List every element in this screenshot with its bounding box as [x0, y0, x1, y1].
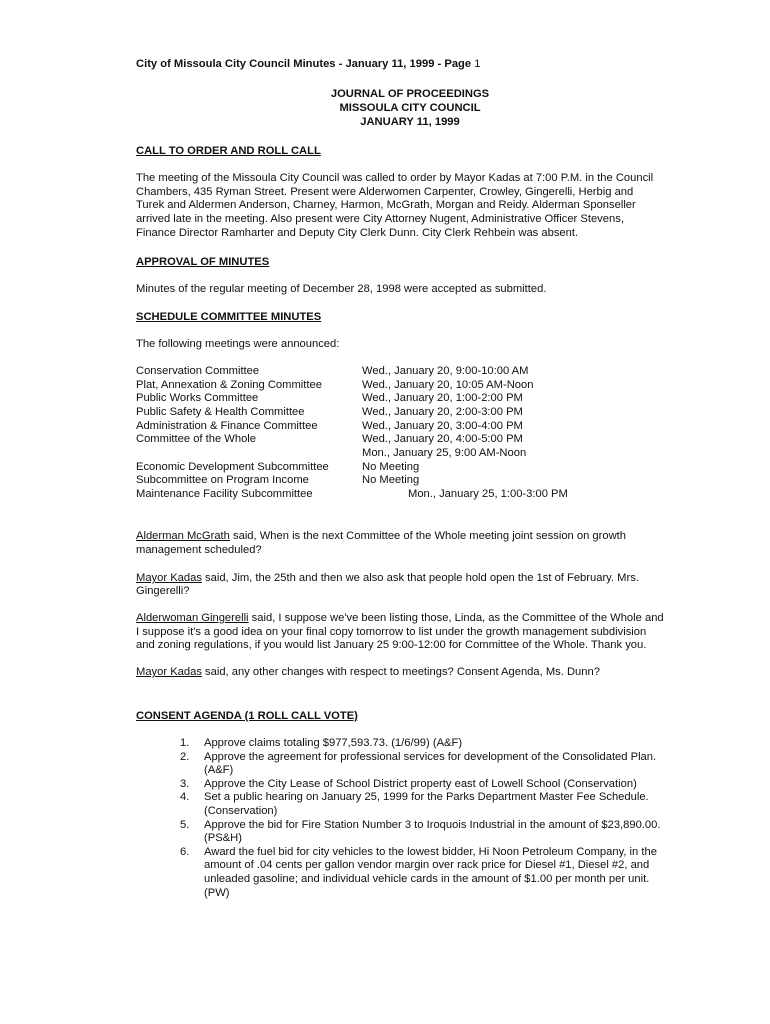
item-line: (A&F) [204, 764, 234, 777]
item-line: (PS&H) [204, 832, 242, 845]
committee-time: Mon., January 25, 1:00-3:00 PM [408, 488, 568, 500]
committee-time: Wed., January 20, 2:00-3:00 PM [362, 406, 523, 418]
committee-name: Economic Development Subcommittee [136, 461, 329, 473]
call-to-order-line: Finance Director Ramharter and Deputy City Clerk Dunn. City Clerk Rehbein was absent. [136, 227, 579, 239]
speaker-name: Alderman McGrath [136, 530, 230, 542]
list-item [176, 751, 696, 778]
journal-title-line-2: MISSOULA CITY COUNCIL [339, 102, 481, 114]
item-number: 5. [180, 818, 190, 831]
committee-time: No Meeting [362, 461, 420, 473]
approval-text: Minutes of the regular meeting of December 28, 1998 were accepted as submitted. [136, 283, 547, 295]
item-line: Approve claims totaling $977,593.73. (1/6/99) (A&F) [204, 737, 463, 749]
discussion-line: and zoning regulations, if you would list January 25 9:00-12:00 for Committee of the Whole. Thank you. [136, 639, 647, 651]
schedule-intro: The following meetings were announced: [136, 338, 340, 350]
committee-time: Mon., January 25, 9:00 AM-Noon [362, 447, 527, 459]
discussion-line: management scheduled? [136, 544, 262, 556]
approval-heading: APPROVAL OF MINUTES [136, 256, 270, 268]
item-line: Approve the agreement for professional services for development of the Consolidated Plan. [204, 750, 657, 763]
call-to-order-line: arrived late in the meeting. Also present were City Attorney Nugent, Administrative Officer Stevens, [136, 213, 624, 225]
list-item [176, 846, 696, 900]
item-line: unleaded gasoline; and individual vehicle cards in the amount of $1.00 per month per unit. [204, 872, 650, 885]
page-header [136, 58, 480, 72]
list-item [176, 778, 696, 792]
item-line: Approve the City Lease of School District property east of Lowell School (Conservation) [204, 777, 637, 790]
call-to-order-line: Turek and Aldermen Anderson, Charney, Harmon, McGrath, Morgan and Reidy. Alderman Sponseller [136, 199, 636, 211]
schedule-heading: SCHEDULE COMMITTEE MINUTES [136, 311, 322, 323]
call-to-order-line: The meeting of the Missoula City Council was called to order by Mayor Kadas at 7:00 P.M. in the Council [136, 172, 654, 184]
speaker-text: said, When is the next Committee of the Whole meeting joint session on growth [229, 530, 626, 542]
discussion-line [136, 612, 664, 626]
consent-list [176, 737, 696, 900]
committee-name: Subcommittee on Program Income [136, 474, 309, 486]
call-to-order-heading: CALL TO ORDER AND ROLL CALL [136, 145, 321, 157]
item-line: Set a public hearing on January 25, 1999 for the Parks Department Master Fee Schedule. [204, 791, 649, 804]
committee-name: Maintenance Facility Subcommittee [136, 488, 313, 500]
committee-time: Wed., January 20, 3:00-4:00 PM [362, 420, 523, 432]
list-item [176, 791, 696, 818]
speaker-text: said, any other changes with respect to meetings? Consent Agenda, Ms. Dunn? [201, 666, 600, 678]
item-number: 2. [180, 750, 190, 763]
call-to-order-line: Chambers, 435 Ryman Street. Present were Alderwomen Carpenter, Crowley, Gingerelli, Herbig and [136, 186, 634, 198]
item-line: (Conservation) [204, 804, 278, 817]
speaker-text: said, I suppose we've been listing those, Linda, as the Committee of the Whole and [248, 612, 664, 624]
list-item [176, 737, 696, 751]
committee-name: Administration & Finance Committee [136, 420, 318, 432]
item-line: (PW) [204, 886, 230, 899]
discussion-line [136, 530, 626, 544]
discussion-line: I suppose it's a good idea on your final copy tomorrow to list under the growth management subdivision [136, 626, 647, 638]
list-item [176, 819, 696, 846]
item-number: 3. [180, 777, 190, 790]
page-number: 1 [474, 58, 481, 70]
speaker-name: Mayor Kadas [136, 572, 202, 584]
speaker-name: Alderwoman Gingerelli [136, 612, 249, 624]
committee-time: Wed., January 20, 9:00-10:00 AM [362, 365, 529, 377]
committee-name: Public Safety & Health Committee [136, 406, 305, 418]
item-number: 6. [180, 845, 190, 858]
item-line: Award the fuel bid for city vehicles to the lowest bidder, Hi Noon Petroleum Company, in the [204, 845, 657, 858]
journal-title-line-1: JOURNAL OF PROCEEDINGS [330, 88, 490, 100]
committee-name: Conservation Committee [136, 365, 260, 377]
consent-heading: CONSENT AGENDA (1 ROLL CALL VOTE) [136, 710, 358, 722]
item-number: 1. [180, 737, 190, 749]
discussion-line [136, 572, 639, 586]
item-line: Approve the bid for Fire Station Number 3 to Iroquois Industrial in the amount of $23,890.00. [204, 818, 661, 831]
discussion-line [136, 666, 600, 680]
committee-time: Wed., January 20, 1:00-2:00 PM [362, 392, 523, 404]
item-number: 4. [180, 791, 190, 804]
page-title: City of Missoula City Council Minutes - January 11, 1999 - Page [136, 58, 472, 70]
committee-name: Plat, Annexation & Zoning Committee [136, 379, 322, 391]
journal-title-line-3: JANUARY 11, 1999 [360, 116, 460, 128]
committee-time: Wed., January 20, 4:00-5:00 PM [362, 433, 523, 445]
committee-name: Public Works Committee [136, 392, 259, 404]
committee-time: Wed., January 20, 10:05 AM-Noon [362, 379, 534, 391]
committee-time: No Meeting [362, 474, 420, 486]
speaker-name: Mayor Kadas [136, 666, 202, 678]
discussion-line: Gingerelli? [136, 585, 190, 597]
speaker-text: said, Jim, the 25th and then we also ask that people hold open the 1st of February. Mrs. [201, 572, 639, 584]
item-line: amount of .04 cents per gallon vendor margin over rack price for Diesel #1, Diesel #2, and [204, 859, 650, 872]
committee-name: Committee of the Whole [136, 433, 257, 445]
